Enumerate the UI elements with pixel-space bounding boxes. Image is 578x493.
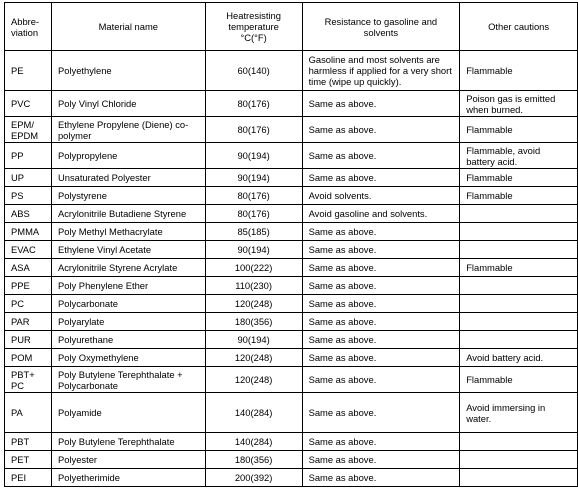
caution-cell [460,469,578,487]
abbreviation-cell: ABS [5,205,52,223]
header-abbreviation-text: Abbre- viation [11,15,40,38]
abbreviation-cell: PUR [5,331,52,349]
temperature-cell: 140(284) [205,393,302,433]
header-temperature [205,3,302,51]
material-name-cell: Poly Vinyl Chloride [51,91,205,117]
table-row [5,51,578,91]
table-row [5,259,578,277]
material-name-cell: Acrylonitrile Butadiene Styrene [51,205,205,223]
abbreviation-cell: UP [5,169,52,187]
resistance-cell: Same as above. [302,367,460,393]
abbreviation-cell: PE [5,51,52,91]
table-row [5,277,578,295]
material-name-cell: Poly Oxymethylene [51,349,205,367]
material-name-cell: Ethylene Propylene (Diene) co-polymer [51,117,205,143]
caution-cell: Flammable [460,117,578,143]
temperature-cell: 110(230) [205,277,302,295]
table-row [5,349,578,367]
temperature-cell: 120(248) [205,367,302,393]
temperature-cell: 120(248) [205,295,302,313]
abbreviation-cell: EVAC [5,241,52,259]
table-row [5,367,578,393]
caution-cell [460,451,578,469]
table-row [5,143,578,169]
table-row [5,469,578,487]
table-row [5,331,578,349]
resistance-cell: Same as above. [302,469,460,487]
abbreviation-cell: EPM/ EPDM [5,117,52,143]
header-row [5,3,578,51]
abbreviation-cell: PEI [5,469,52,487]
table-row [5,205,578,223]
table-row [5,433,578,451]
caution-cell: Flammable [460,51,578,91]
material-name-cell: Poly Phenylene Ether [51,277,205,295]
abbreviation-cell: PBT [5,433,52,451]
abbreviation-cell: PA [5,393,52,433]
temperature-cell: 80(176) [205,91,302,117]
temperature-cell: 180(356) [205,313,302,331]
resistance-cell: Same as above. [302,223,460,241]
caution-cell: Flammable, avoid battery acid. [460,143,578,169]
caution-cell: Flammable [460,169,578,187]
resistance-cell: Same as above. [302,451,460,469]
temperature-cell: 90(194) [205,143,302,169]
material-name-cell: Polyester [51,451,205,469]
table-row [5,187,578,205]
temperature-cell: 80(176) [205,187,302,205]
abbreviation-cell: PP [5,143,52,169]
caution-cell [460,433,578,451]
header-other-cautions-text: Other cautions [488,21,550,32]
temperature-cell: 85(185) [205,223,302,241]
material-name-cell: Polypropylene [51,143,205,169]
abbreviation-cell: POM [5,349,52,367]
material-name-cell: Polyetherimide [51,469,205,487]
caution-cell [460,331,578,349]
resistance-cell: Avoid gasoline and solvents. [302,205,460,223]
abbreviation-cell: PAR [5,313,52,331]
caution-cell [460,295,578,313]
material-name-cell: Polyarylate [51,313,205,331]
resistance-cell: Same as above. [302,117,460,143]
material-name-cell: Polycarbonate [51,295,205,313]
header-abbreviation [5,3,52,51]
resistance-cell: Same as above. [302,349,460,367]
resistance-cell: Same as above. [302,393,460,433]
resistance-cell: Avoid solvents. [302,187,460,205]
table-body [5,51,578,487]
material-name-cell: Acrylonitrile Styrene Acrylate [51,259,205,277]
abbreviation-cell: PMMA [5,223,52,241]
material-name-cell: Poly Butylene Terephthalate [51,433,205,451]
temperature-cell: 90(194) [205,331,302,349]
table-row [5,169,578,187]
abbreviation-cell: PET [5,451,52,469]
temperature-cell: 90(194) [205,169,302,187]
header-material-name-text: Material name [98,21,159,32]
table-row [5,117,578,143]
abbreviation-cell: PVC [5,91,52,117]
caution-cell [460,277,578,295]
caution-cell: Flammable [460,367,578,393]
temperature-cell: 200(392) [205,469,302,487]
table-row [5,393,578,433]
caution-cell: Flammable [460,259,578,277]
temperature-cell: 80(176) [205,205,302,223]
caution-cell: Flammable [460,187,578,205]
resistance-cell: Same as above. [302,313,460,331]
header-resistance [302,3,460,51]
table-row [5,295,578,313]
resistance-cell: Same as above. [302,277,460,295]
caution-cell [460,241,578,259]
temperature-cell: 140(284) [205,433,302,451]
temperature-cell: 90(194) [205,241,302,259]
header-other-cautions [460,3,578,51]
temperature-cell: 120(248) [205,349,302,367]
material-name-cell: Polyamide [51,393,205,433]
table-row [5,223,578,241]
temperature-cell: 60(140) [205,51,302,91]
resistance-cell: Same as above. [302,91,460,117]
caution-cell [460,205,578,223]
material-name-cell: Poly Methyl Methacrylate [51,223,205,241]
table-row [5,241,578,259]
abbreviation-cell: PBT+ PC [5,367,52,393]
table-row [5,313,578,331]
table-row [5,91,578,117]
table-row [5,451,578,469]
caution-cell [460,313,578,331]
header-material-name [51,3,205,51]
abbreviation-cell: PS [5,187,52,205]
header-resistance-text: Resistance to gasoline and solvents [324,15,438,38]
resistance-cell: Same as above. [302,241,460,259]
caution-cell [460,223,578,241]
abbreviation-cell: ASA [5,259,52,277]
material-name-cell: Ethylene Vinyl Acetate [51,241,205,259]
resistance-cell: Gasoline and most solvents are harmless if applied for a very short time (wipe up quickly). [302,51,460,91]
resistance-cell: Same as above. [302,169,460,187]
resistance-cell: Same as above. [302,259,460,277]
abbreviation-cell: PC [5,295,52,313]
material-name-cell: Polystyrene [51,187,205,205]
material-name-cell: Poly Butylene Terephthalate + Polycarbonate [51,367,205,393]
resistance-cell: Same as above. [302,143,460,169]
caution-cell: Avoid battery acid. [460,349,578,367]
caution-cell: Avoid immersing in water. [460,393,578,433]
material-name-cell: Unsaturated Polyester [51,169,205,187]
temperature-cell: 80(176) [205,117,302,143]
caution-cell: Poison gas is emitted when burned. [460,91,578,117]
material-name-cell: Polyethylene [51,51,205,91]
resistance-cell: Same as above. [302,295,460,313]
header-temperature-text: Heatresisting temperature °C(°F) [226,10,281,43]
resistance-cell: Same as above. [302,433,460,451]
material-name-cell: Polyurethane [51,331,205,349]
abbreviation-cell: PPE [5,277,52,295]
temperature-cell: 180(356) [205,451,302,469]
resistance-cell: Same as above. [302,331,460,349]
temperature-cell: 100(222) [205,259,302,277]
materials-table [4,2,578,487]
